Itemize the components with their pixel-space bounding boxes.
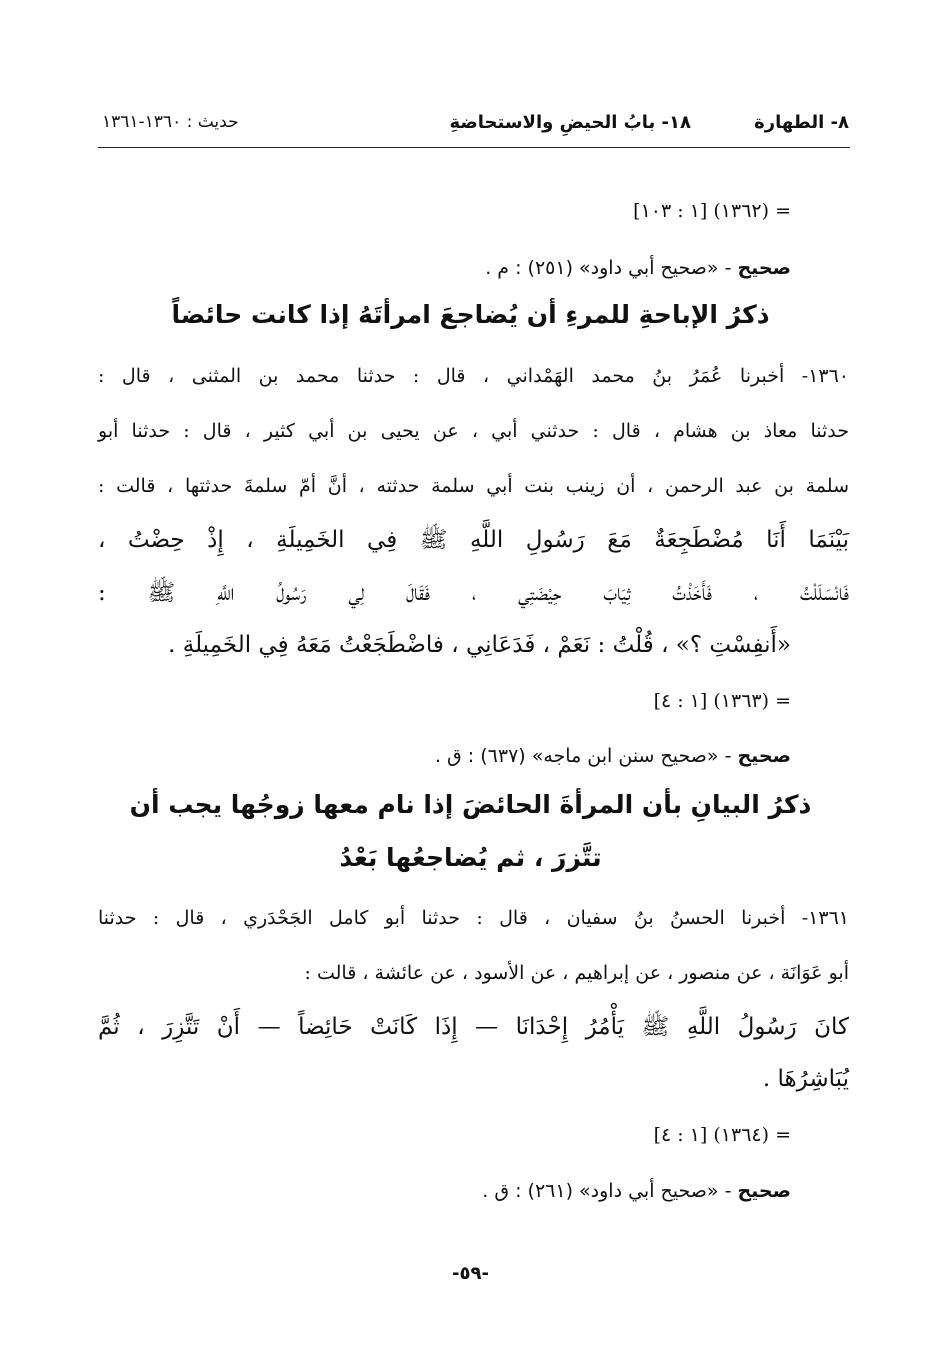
header-section: ١٨- بابُ الحيضِ والاستحاضةِ <box>449 112 691 133</box>
chapter-title-2-line-2: تتَّزرَ ، ثم يُضاجعُها بَعْدُ <box>339 843 602 872</box>
hadith-1360-line-3: سلمة بن عبد الرحمن ، أن زينب بنت أبي سلمة حدثته ، أنَّ أمّ سلمةَ حدثتها ، قالت : <box>98 475 849 497</box>
grading-1362 <box>485 257 791 279</box>
hadith-1360-matn-line-2: فَانْسَلَلْتُ ، فَأَخَذْتُ ثِيَابَ حِيْضَتِي ، فَقَالَ لِي رَسُولُ اللَّهِ ﷺ : <box>98 580 849 606</box>
grading-label: صحيح <box>737 257 791 279</box>
hadith-1361-matn-line-2: يُبَاشِرُهَا . <box>762 1066 849 1092</box>
chapter-title-2-line-1: ذكرُ البيانِ بأن المرأةَ الحائضَ إذا نام معها زوجُها يجب أن <box>129 790 812 819</box>
hadith-1361-line-2: أبو عَوَانَة ، عن منصور ، عن إبراهيم ، عن الأسود ، عن عائشة ، قالت : <box>304 962 849 984</box>
hadith-1360-matn-line-3: «أَنفِسْتِ ؟» ، قُلْتُ : نَعَمْ ، فَدَعَانِي ، فاضْطَجَعْتُ مَعَهُ فِي الخَمِيلَةِ . <box>168 632 791 658</box>
grading-label: صحيح <box>737 745 791 767</box>
chapter-title-1: ذكرُ الإباحةِ للمرءِ أن يُضاجعَ امرأتَهُ إذا كانت حائضاً <box>171 300 770 329</box>
hadith-1360-line-2: حدثنا معاذ بن هشام ، قال : حدثني أبي ، عن يحيى بن أبي كثير ، قال : حدثنا أبو <box>98 420 849 442</box>
grading-label: صحيح <box>737 1180 791 1202</box>
grading-source: - «صحيح سنن ابن ماجه» (٦٣٧) : ق . <box>434 745 738 767</box>
header-chapter: ٨- الطهارة <box>754 112 849 133</box>
header-rule <box>98 147 850 148</box>
cross-reference-1364: = (١٣٦٤) [١ : ٤] <box>653 1124 791 1146</box>
grading-source: - «صحيح أبي داود» (٢٦١) : ق . <box>482 1180 738 1202</box>
hadith-1360-line-1: ١٣٦٠- أخبرنا عُمَرُ بنُ محمد الهَمْداني ، قال : حدثنا محمد بن المثنى ، قال : <box>98 365 849 387</box>
hadith-1361-line-1: ١٣٦١- أخبرنا الحسنُ بنُ سفيان ، قال : حدثنا أبو كامل الجَحْدَري ، قال : حدثنا <box>98 907 849 929</box>
cross-reference-1362: = (١٣٦٢) [١ : ١٠٣] <box>633 200 791 222</box>
page-number: -٥٩- <box>452 1263 489 1284</box>
grading-source: - «صحيح أبي داود» (٢٥١) : م . <box>485 257 738 279</box>
grading-1363 <box>435 745 791 767</box>
header-hadith-range: حديث : ١٣٦٠-١٣٦١ <box>102 112 239 132</box>
grading-1364 <box>482 1180 791 1202</box>
hadith-1360-matn-line-1: بَيْنَمَا أَنَا مُضْطَجِعَةٌ مَعَ رَسُولِ اللَّهِ ﷺ فِي الخَمِيلَةِ ، إِذْ حِضْتُ ، <box>98 527 849 553</box>
hadith-1361-matn-line-1: كانَ رَسُولُ اللَّهِ ﷺ يَأْمُرُ إِحْدَانَا — إِذَا كَانَتْ حَائِضاً — أَنْ تَتَّزِرَ ، ثُمَّ <box>98 1014 849 1040</box>
cross-reference-1363: = (١٣٦٣) [١ : ٤] <box>653 690 791 712</box>
